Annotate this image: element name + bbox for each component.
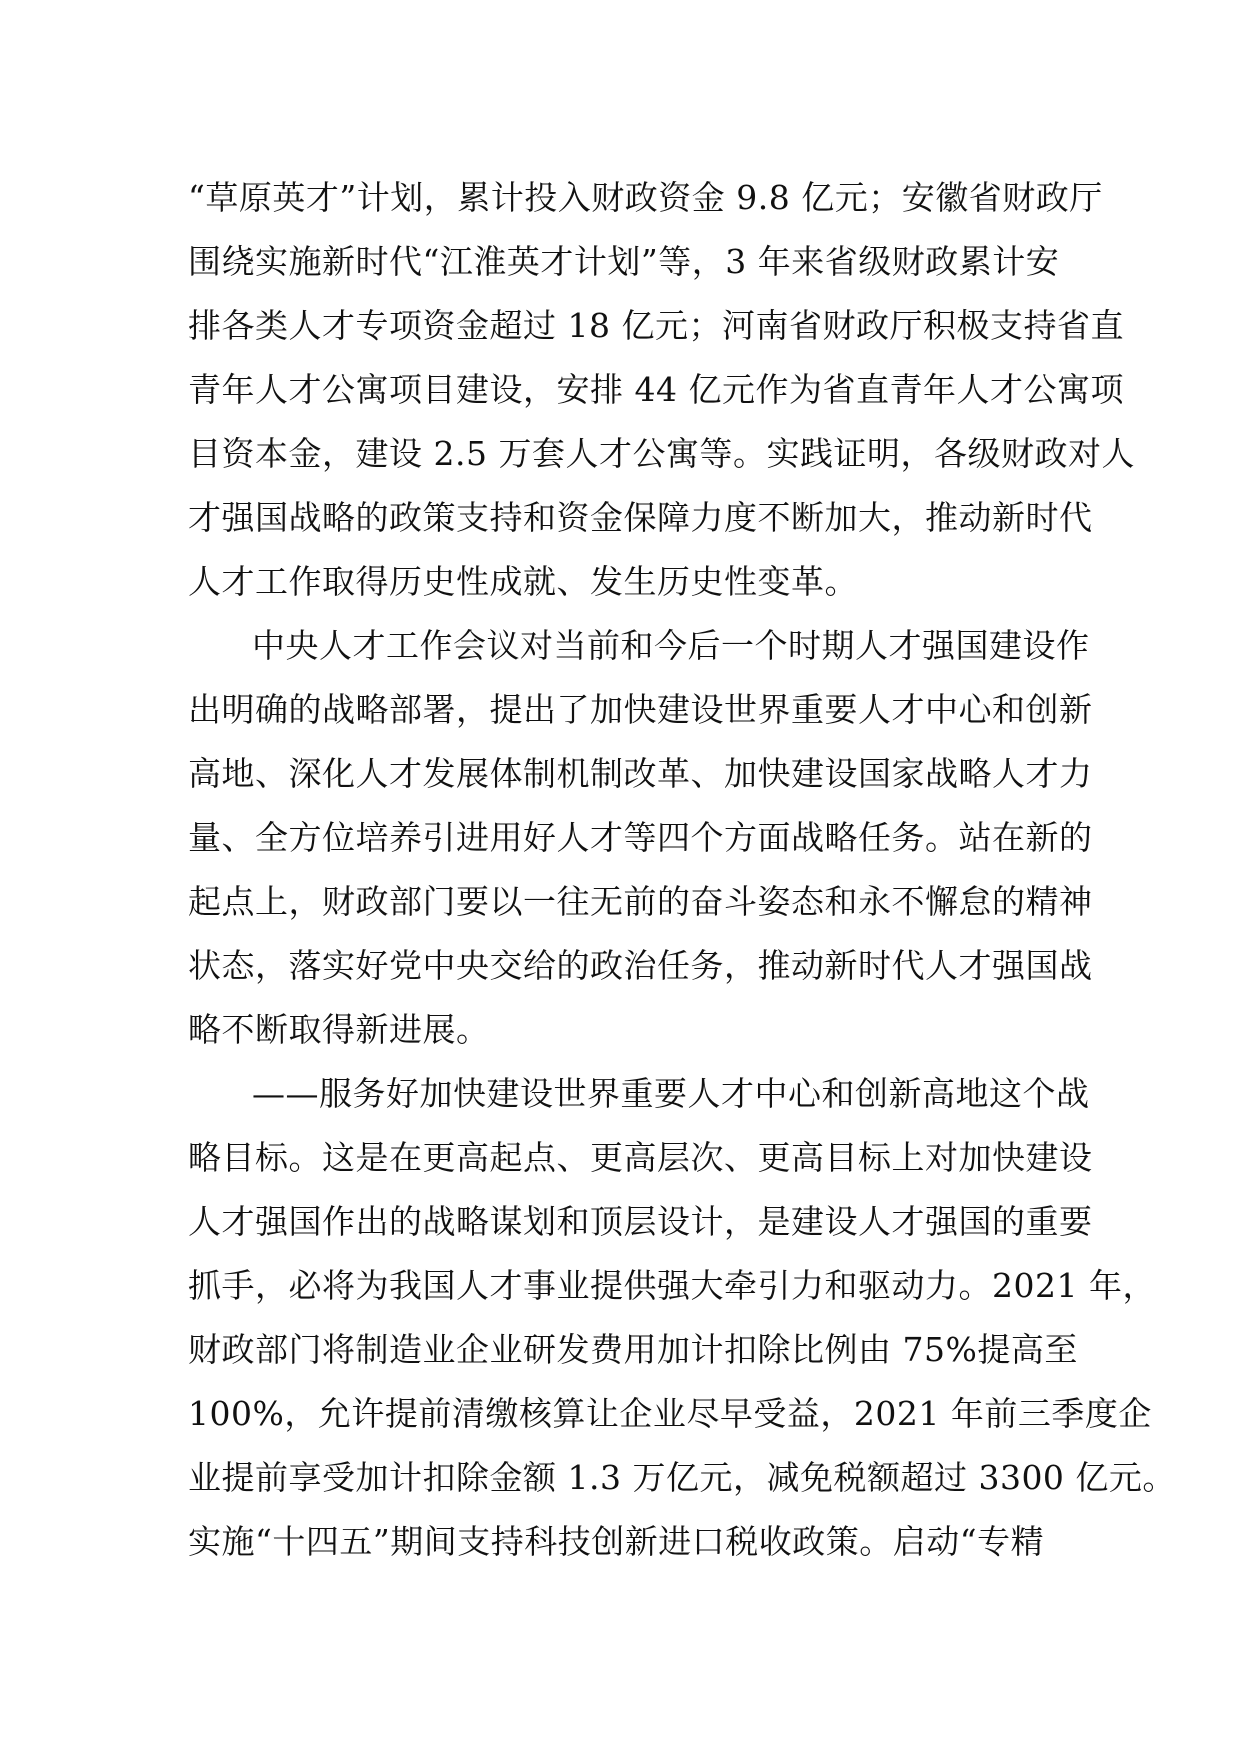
- text-line: 状态，落实好党中央交给的政治任务，推动新时代人才强国战: [188, 946, 1093, 985]
- text-line: 人才强国作出的战略谋划和顶层设计，是建设人才强国的重要: [188, 1202, 1093, 1241]
- text-line: 100%，允许提前清缴核算让企业尽早受益，2021 年前三季度企: [188, 1394, 1152, 1433]
- text-line: 起点上，财政部门要以一往无前的奋斗姿态和永不懈怠的精神: [188, 882, 1093, 921]
- text-line: 业提前享受加计扣除金额 1.3 万亿元，减免税额超过 3300 亿元。: [188, 1458, 1176, 1497]
- text-line: 青年人才公寓项目建设，安排 44 亿元作为省直青年人才公寓项: [188, 370, 1124, 409]
- paragraph-first-line: ——服务好加快建设世界重要人才中心和创新高地这个战: [252, 1074, 1090, 1113]
- text-line: 量、全方位培养引进用好人才等四个方面战略任务。站在新的: [188, 818, 1093, 857]
- text-line: 财政部门将制造业企业研发费用加计扣除比例由 75%提高至: [188, 1330, 1078, 1369]
- text-line: 围绕实施新时代“江淮英才计划”等，3 年来省级财政累计安: [188, 242, 1060, 281]
- text-line: 才强国战略的政策支持和资金保障力度不断加大，推动新时代: [188, 498, 1093, 537]
- text-line: 出明确的战略部署，提出了加快建设世界重要人才中心和创新: [188, 690, 1093, 729]
- text-line: “草原英才”计划，累计投入财政资金 9.8 亿元；安徽省财政厅: [188, 178, 1103, 217]
- text-line: 高地、深化人才发展体制机制改革、加快建设国家战略人才力: [188, 754, 1093, 793]
- text-line: 目资本金，建设 2.5 万套人才公寓等。实践证明，各级财政对人: [188, 434, 1135, 473]
- paragraph-first-line: 中央人才工作会议对当前和今后一个时期人才强国建设作: [252, 626, 1090, 665]
- text-line: 排各类人才专项资金超过 18 亿元；河南省财政厅积极支持省直: [188, 306, 1124, 345]
- text-line: 略不断取得新进展。: [188, 1010, 490, 1049]
- text-line: 实施“十四五”期间支持科技创新进口税收政策。启动“专精: [188, 1522, 1045, 1561]
- text-line: 略目标。这是在更高起点、更高层次、更高目标上对加快建设: [188, 1138, 1093, 1177]
- text-line: 抓手，必将为我国人才事业提供强大牵引力和驱动力。2021 年，: [188, 1266, 1156, 1305]
- text-line: 人才工作取得历史性成就、发生历史性变革。: [188, 562, 858, 601]
